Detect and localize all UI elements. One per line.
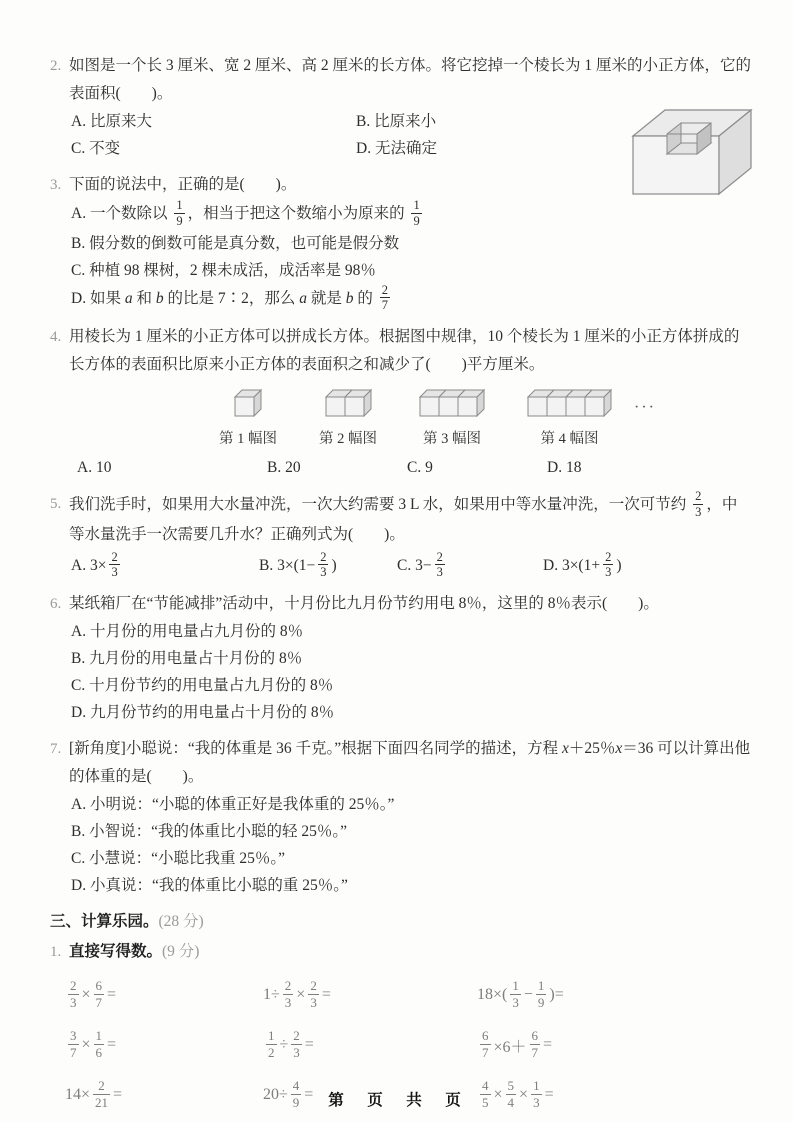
- calc-expression: $\frac{1}{2}$ ÷ $\frac{2}{3}$ =: [268, 1028, 314, 1060]
- question-2-text: 如图是一个长 3 厘米、宽 2 厘米、高 2 厘米的长方体。将它挖掉一个棱长为 1 厘米的小正方体，它的表面积( )。: [69, 57, 752, 102]
- option-c: C. 3− $\frac{2}{3}$: [397, 549, 443, 580]
- subsection-1-score: (9 分): [162, 943, 200, 960]
- option-a: A. 十月份的用电量占九月份的 8％: [71, 623, 304, 640]
- subsection-1-heading: [50, 938, 751, 966]
- cubes-2-icon: [325, 389, 372, 422]
- question-4-text: 用棱长为 1 厘米的小正方体可以拼成长方体。根据图中规律，10 个棱长为 1 厘米的小正方体拼成的长方体的表面积比原来小正方体的表面积之和减少了( )平方厘米。: [69, 328, 740, 373]
- option-b: B. 3×(1− $\frac{2}{3}$ ): [259, 549, 337, 580]
- subsection-1-number: 1.: [50, 944, 62, 960]
- question-7-number: 7.: [50, 741, 62, 757]
- option-d: D. 小真说：“我的体重比小聪的重 25％。”: [71, 877, 348, 894]
- option-b: B. 20: [267, 459, 301, 476]
- option-a: A. 10: [77, 459, 112, 476]
- cube-figure-4: [527, 389, 612, 448]
- question-7-text: [新角度]小聪说：“我的体重是 36 千克。”根据下面四名同学的描述，方程 x＋25％x＝36 可以计算出他的体重的是( )。: [69, 740, 751, 785]
- cube-figures: [219, 389, 751, 448]
- option-b: B. 假分数的倒数可能是真分数，也可能是假分数: [71, 234, 400, 252]
- question-4-options: [69, 454, 751, 481]
- section-3-score: (28 分): [158, 913, 204, 930]
- option-a: A. 一个数除以 $\frac{1}{9}$ ，相当于把这个数缩小为原来的 $\frac{1}{9}$: [71, 198, 420, 228]
- option-d: D. 18: [547, 459, 582, 476]
- cube-figure-1: [219, 389, 277, 448]
- section-3-title: 三、计算乐园。: [50, 913, 159, 930]
- cube-figure-3: [419, 389, 485, 448]
- option-b: B. 九月份的用电量占十月份的 8％: [71, 650, 303, 667]
- option-b: B. 比原来小: [356, 113, 437, 130]
- option-b: B. 小智说：“我的体重比小聪的轻 25％。”: [71, 823, 347, 840]
- calc-expression: 14× $\frac{2}{21}$ =: [65, 1078, 123, 1110]
- question-4: [50, 323, 751, 481]
- cubes-3-icon: [419, 389, 485, 422]
- cube-figure-2-label: 第 2 幅图: [319, 431, 377, 447]
- question-6: [50, 590, 751, 726]
- notched-cuboid-figure: [609, 98, 759, 203]
- question-6-text: 某纸箱厂在“节能减排”活动中，十月份比九月份节约用电 8％，这里的 8％表示( )。: [69, 595, 659, 612]
- option-a: A. 比原来大: [71, 113, 152, 130]
- question-3-text: 下面的说法中，正确的是( )。: [69, 176, 297, 193]
- question-5-number: 5.: [50, 496, 62, 512]
- question-5-text: 我们洗手时，如果用大水量冲洗，一次大约需要 3 L 水，如果用中等水量冲洗，一次可节约 $\frac{2}{3}$ ，中等水量洗手一次需要几升水？正确列式为( )。: [69, 489, 738, 543]
- calc-expression: $\frac{2}{3}$ × $\frac{6}{7}$ =: [70, 978, 117, 1010]
- cube-figure-3-label: 第 3 幅图: [423, 431, 481, 447]
- calc-expression: $\frac{4}{5}$ × $\frac{5}{4}$ × $\frac{1}{3}$ =: [482, 1078, 554, 1110]
- calc-expression: 1÷ $\frac{2}{3}$ × $\frac{2}{3}$ =: [263, 978, 331, 1010]
- question-3-number: 3.: [50, 177, 62, 193]
- option-c: C. 十月份节约的用电量占九月份的 8％: [71, 677, 334, 694]
- cubes-4-icon: [527, 389, 612, 422]
- ellipsis: ···: [634, 398, 656, 416]
- question-4-number: 4.: [50, 329, 62, 345]
- option-d: D. 无法确定: [356, 140, 437, 157]
- calc-expression: $\frac{3}{7}$ × $\frac{1}{6}$ =: [70, 1028, 117, 1060]
- question-2-number: 2.: [50, 58, 62, 74]
- page-footer: 第 页 共 页: [328, 1092, 465, 1109]
- cube-figure-1-label: 第 1 幅图: [219, 431, 277, 447]
- option-c: C. 不变: [71, 140, 121, 157]
- option-d: D. 3×(1+ $\frac{2}{3}$ ): [543, 549, 622, 580]
- calc-expression: $\frac{6}{7}$ ×6＋ $\frac{6}{7}$ =: [482, 1028, 553, 1060]
- option-d: D. 如果 a 和 b 的比是 7∶2，那么 a 就是 b 的 $\frac{2}{7}$: [71, 282, 389, 313]
- option-d: D. 九月份节约的用电量占十月份的 8％: [71, 704, 335, 721]
- option-c: C. 9: [407, 459, 433, 476]
- question-5: [50, 490, 751, 581]
- calc-expression: 18×( $\frac{1}{3}$ − $\frac{1}{9}$ )=: [477, 978, 564, 1010]
- question-7: [50, 735, 751, 899]
- cube-figure-2: [319, 389, 377, 448]
- section-3-heading: [50, 908, 751, 936]
- subsection-1-title: 直接写得数。: [69, 943, 163, 960]
- cubes-1-icon: [234, 389, 262, 422]
- option-c: C. 小慧说：“小聪比我重 25％。”: [71, 850, 285, 867]
- cube-figure-4-label: 第 4 幅图: [540, 431, 599, 447]
- question-5-options: [69, 551, 751, 582]
- option-c: C. 种植 98 棵树，2 棵未成活，成活率是 98％: [71, 261, 376, 279]
- option-a: A. 3× $\frac{2}{3}$: [71, 549, 118, 580]
- option-a: A. 小明说：“小聪的体重正好是我体重的 25％。”: [71, 796, 395, 813]
- question-6-number: 6.: [50, 596, 62, 612]
- calc-expression: 20÷ $\frac{4}{9}$ =: [263, 1078, 314, 1110]
